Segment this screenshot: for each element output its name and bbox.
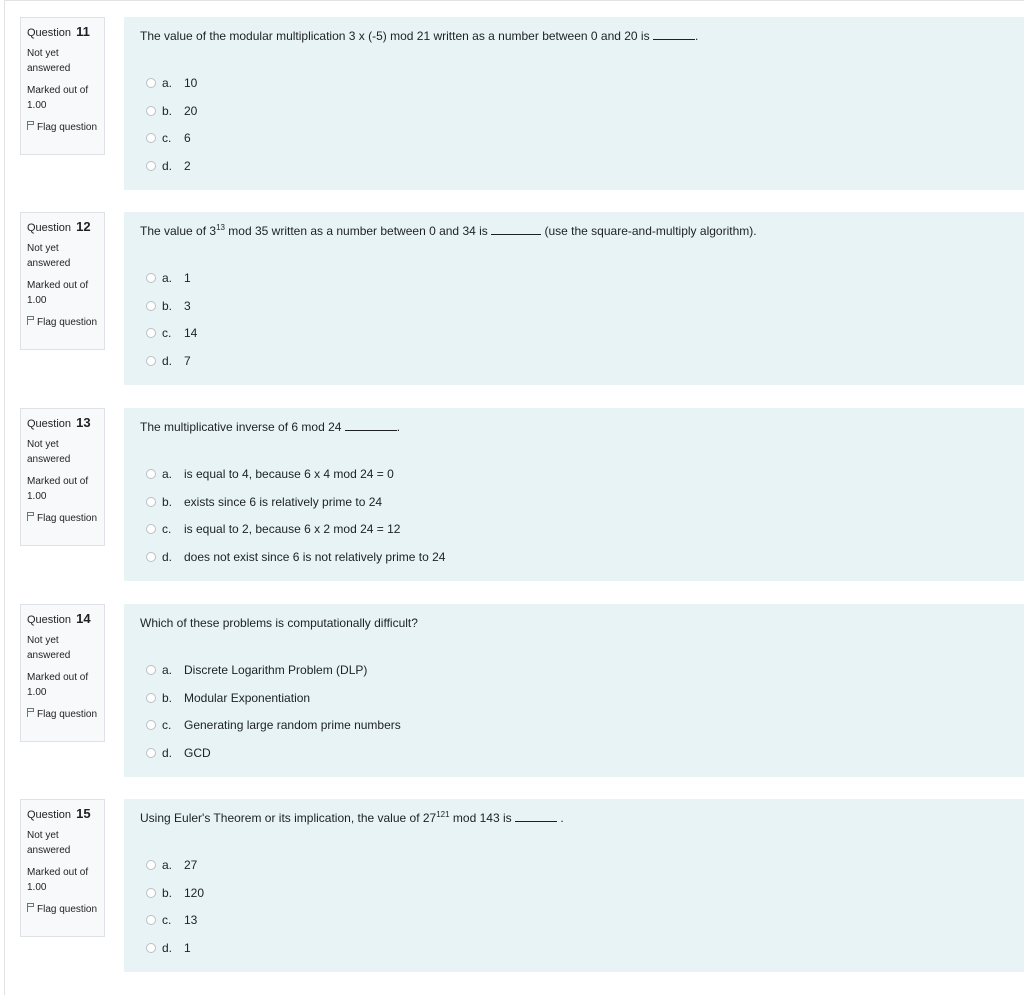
radio-button[interactable] (146, 860, 156, 870)
question-info (20, 408, 105, 546)
answer-option[interactable]: c. 14 (146, 319, 197, 347)
question-number: Question 12 (27, 219, 91, 234)
radio-button[interactable] (146, 161, 156, 171)
flag-question-link[interactable]: Flag question (27, 902, 98, 917)
flag-question-link[interactable]: Flag question (27, 511, 98, 526)
answer-option[interactable]: d. does not exist since 6 is not relatively prime to 24 (146, 543, 445, 571)
answer-option[interactable]: a. is equal to 4, because 6 x 4 mod 24 = 0 (146, 460, 445, 488)
question-text: Which of these problems is computationally difficult? (140, 616, 418, 630)
question-info (20, 799, 105, 937)
answer-blank (515, 811, 557, 822)
answer-option[interactable]: c. Generating large random prime numbers (146, 711, 401, 739)
radio-button[interactable] (146, 748, 156, 758)
question-text: The value of $3^{13}$ mod 35 written as a number between 0 and 34 is (use the square-and-multiply algorithm). (140, 223, 757, 238)
answer-option[interactable]: c. 13 (146, 906, 204, 934)
question-grade: Marked out of 1.00 (27, 85, 89, 111)
flag-icon (27, 708, 35, 717)
radio-button[interactable] (146, 356, 156, 366)
answer-option[interactable]: c. 6 (146, 124, 197, 152)
radio-button[interactable] (146, 888, 156, 898)
flag-question-link[interactable]: Flag question (27, 120, 98, 135)
question-state: Not yet answered (27, 48, 71, 74)
answer-blank (345, 420, 397, 431)
question-text: The multiplicative inverse of 6 mod 24 . (140, 420, 401, 434)
question-12 (20, 212, 1024, 390)
question-text: Using Euler's Theorem or its implication, the value of $27^{121}$ mod 143 is . (140, 810, 564, 825)
answer-option[interactable]: b. Modular Exponentiation (146, 684, 401, 712)
answer-option[interactable]: b. exists since 6 is relatively prime to 24 (146, 488, 445, 516)
radio-button[interactable] (146, 915, 156, 925)
question-grade: Marked out of 1.00 (27, 867, 89, 893)
radio-button[interactable] (146, 106, 156, 116)
flag-question-link[interactable]: Flag question (27, 707, 98, 722)
question-number: Question 13 (27, 415, 91, 430)
question-content (124, 212, 1024, 385)
question-number: Question 11 (27, 24, 90, 39)
radio-button[interactable] (146, 301, 156, 311)
flag-question-link[interactable]: Flag question (27, 315, 98, 330)
answer-option[interactable]: d. 1 (146, 934, 204, 962)
question-content (124, 17, 1024, 190)
answer-option[interactable]: d. 7 (146, 347, 197, 375)
question-state: Not yet answered (27, 243, 71, 269)
radio-button[interactable] (146, 133, 156, 143)
question-number: Question 14 (27, 611, 91, 626)
question-state: Not yet answered (27, 830, 71, 856)
flag-icon (27, 121, 35, 130)
flag-icon (27, 512, 35, 521)
question-content (124, 408, 1024, 581)
answer-option[interactable]: c. is equal to 2, because 6 x 2 mod 24 = 12 (146, 515, 445, 543)
radio-button[interactable] (146, 552, 156, 562)
question-14 (20, 604, 1024, 782)
question-text: The value of the modular multiplication 3 x (-5) mod 21 written as a number between 0 and 20 is . (140, 29, 699, 43)
answer-option[interactable]: d. 2 (146, 152, 197, 180)
question-15 (20, 799, 1024, 977)
answer-option[interactable]: b. 120 (146, 879, 204, 907)
radio-button[interactable] (146, 693, 156, 703)
answer-option[interactable]: d. GCD (146, 739, 401, 767)
question-11 (20, 17, 1024, 195)
answer-blank (491, 224, 541, 235)
question-content (124, 799, 1024, 972)
question-content (124, 604, 1024, 777)
question-grade: Marked out of 1.00 (27, 280, 89, 306)
answer-option[interactable]: b. 20 (146, 97, 197, 125)
radio-button[interactable] (146, 328, 156, 338)
answer-option[interactable]: a. 10 (146, 69, 197, 97)
question-info (20, 604, 105, 742)
radio-button[interactable] (146, 273, 156, 283)
answer-options (146, 656, 401, 767)
question-state: Not yet answered (27, 439, 71, 465)
radio-button[interactable] (146, 524, 156, 534)
answer-options (146, 460, 445, 571)
radio-button[interactable] (146, 78, 156, 88)
answer-option[interactable]: a. 27 (146, 851, 204, 879)
question-info (20, 17, 105, 155)
answer-options (146, 264, 197, 375)
answer-option[interactable]: a. 1 (146, 264, 197, 292)
radio-button[interactable] (146, 943, 156, 953)
radio-button[interactable] (146, 720, 156, 730)
answer-options (146, 69, 197, 180)
radio-button[interactable] (146, 469, 156, 479)
question-13 (20, 408, 1024, 586)
answer-option[interactable]: a. Discrete Logarithm Problem (DLP) (146, 656, 401, 684)
question-number: Question 15 (27, 806, 91, 821)
answer-options (146, 851, 204, 962)
question-grade: Marked out of 1.00 (27, 476, 89, 502)
answer-option[interactable]: b. 3 (146, 292, 197, 320)
flag-icon (27, 316, 35, 325)
question-state: Not yet answered (27, 635, 71, 661)
flag-icon (27, 903, 35, 912)
radio-button[interactable] (146, 497, 156, 507)
question-grade: Marked out of 1.00 (27, 672, 89, 698)
radio-button[interactable] (146, 665, 156, 675)
answer-blank (653, 29, 695, 40)
question-info (20, 212, 105, 350)
